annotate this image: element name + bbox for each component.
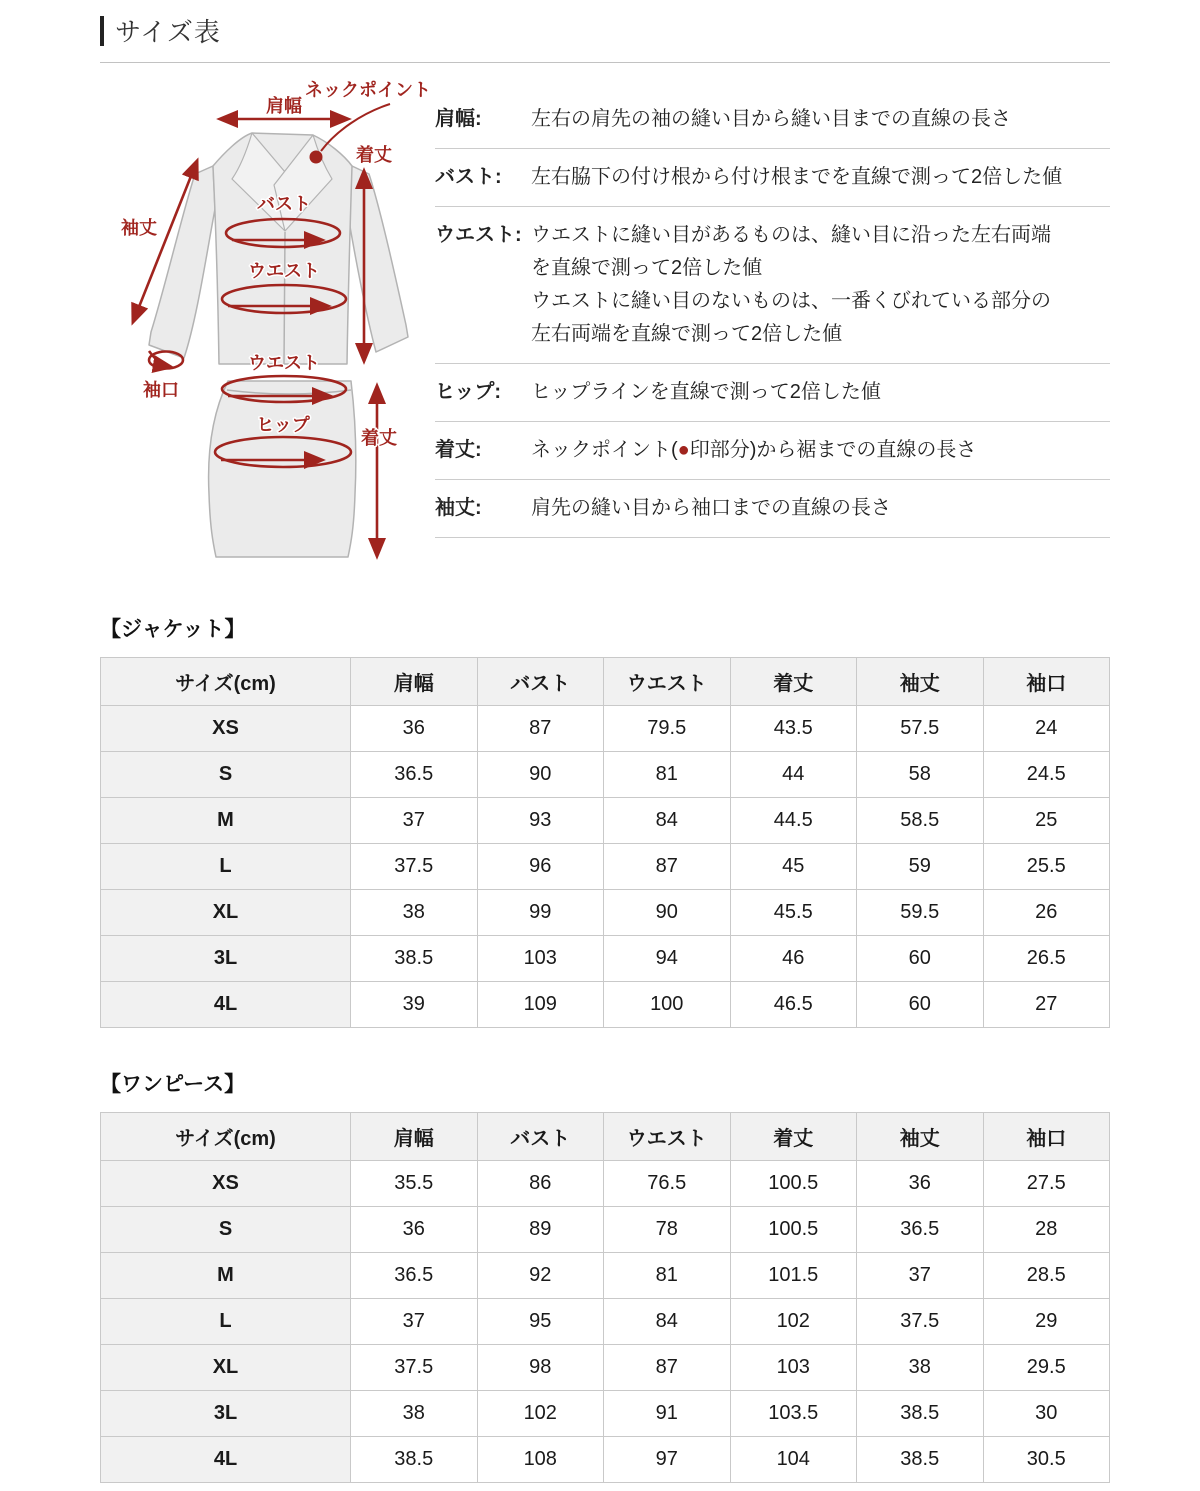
skirt-waist-label: ウエスト xyxy=(248,353,320,373)
size-cell: L xyxy=(101,844,351,890)
value-cell: 36.5 xyxy=(857,1207,984,1253)
value-cell: 44.5 xyxy=(730,798,857,844)
value-cell: 87 xyxy=(477,706,604,752)
table-row xyxy=(101,1391,1110,1437)
value-cell: 36.5 xyxy=(351,1253,478,1299)
definition-term: ヒップ: xyxy=(435,381,502,403)
value-cell: 78 xyxy=(604,1207,731,1253)
value-cell: 36 xyxy=(857,1161,984,1207)
definition-row-length xyxy=(435,422,1110,480)
size-cell: 3L xyxy=(101,1391,351,1437)
value-cell: 38 xyxy=(857,1345,984,1391)
value-cell: 76.5 xyxy=(604,1161,731,1207)
definitions-list xyxy=(435,91,1110,589)
shoulder-width-label: 肩幅 xyxy=(266,96,302,116)
value-cell: 89 xyxy=(477,1207,604,1253)
size-cell: L xyxy=(101,1299,351,1345)
value-cell: 86 xyxy=(477,1161,604,1207)
definition-term: ウエスト: xyxy=(435,224,522,246)
value-cell: 24 xyxy=(983,706,1110,752)
header-row xyxy=(101,658,1110,706)
value-cell: 58 xyxy=(857,752,984,798)
value-cell: 44 xyxy=(730,752,857,798)
col-header: サイズ(cm) xyxy=(101,1113,351,1161)
section-title: 【ジャケット】 xyxy=(100,618,246,641)
value-cell: 38.5 xyxy=(857,1437,984,1483)
table-row xyxy=(101,1161,1110,1207)
value-cell: 104 xyxy=(730,1437,857,1483)
measurement-diagram xyxy=(100,69,435,589)
value-cell: 25.5 xyxy=(983,844,1110,890)
value-cell: 102 xyxy=(730,1299,857,1345)
table-row xyxy=(101,752,1110,798)
definition-desc xyxy=(531,219,1110,351)
size-cell: 4L xyxy=(101,982,351,1028)
definition-desc xyxy=(531,376,1110,409)
value-cell: 59 xyxy=(857,844,984,890)
value-cell: 37 xyxy=(857,1253,984,1299)
col-header: バスト xyxy=(477,1113,604,1161)
definition-desc xyxy=(531,161,1110,194)
title-divider xyxy=(100,62,1110,63)
size-cell: XS xyxy=(101,1161,351,1207)
value-cell: 79.5 xyxy=(604,706,731,752)
col-header: 肩幅 xyxy=(351,1113,478,1161)
value-cell: 92 xyxy=(477,1253,604,1299)
definition-term: 着丈: xyxy=(435,439,482,461)
value-cell: 30.5 xyxy=(983,1437,1110,1483)
value-cell: 94 xyxy=(604,936,731,982)
value-cell: 99 xyxy=(477,890,604,936)
value-cell: 45 xyxy=(730,844,857,890)
size-cell: 3L xyxy=(101,936,351,982)
value-cell: 91 xyxy=(604,1391,731,1437)
value-cell: 103 xyxy=(477,936,604,982)
table-row xyxy=(101,1253,1110,1299)
col-header: 着丈 xyxy=(730,1113,857,1161)
value-cell: 90 xyxy=(477,752,604,798)
value-cell: 109 xyxy=(477,982,604,1028)
definition-line: を直線で測って2倍した値 xyxy=(531,257,763,279)
jacket-waist-label: ウエスト xyxy=(248,261,320,281)
definition-term: 肩幅: xyxy=(435,108,482,130)
definition-row-waist xyxy=(435,207,1110,364)
value-cell: 27.5 xyxy=(983,1161,1110,1207)
value-cell: 84 xyxy=(604,798,731,844)
definition-line: 左右両端を直線で測って2倍した値 xyxy=(531,323,843,345)
value-cell: 37.5 xyxy=(857,1299,984,1345)
value-cell: 36.5 xyxy=(351,752,478,798)
value-cell: 26.5 xyxy=(983,936,1110,982)
table-row xyxy=(101,1345,1110,1391)
neck-point-pointer-line xyxy=(321,104,390,151)
onepiece-size-table xyxy=(100,1112,1110,1483)
size-cell: XL xyxy=(101,1345,351,1391)
value-cell: 100 xyxy=(604,982,731,1028)
value-cell: 95 xyxy=(477,1299,604,1345)
value-cell: 37.5 xyxy=(351,1345,478,1391)
definition-line: 肩先の縫い目から袖口までの直線の長さ xyxy=(531,497,891,519)
definition-line: ウエストに縫い目のないものは、一番くびれている部分の xyxy=(531,290,1051,312)
jacket-shape xyxy=(149,133,408,364)
definition-term: バスト: xyxy=(435,166,502,188)
value-cell: 25 xyxy=(983,798,1110,844)
section-title: 【ワンピース】 xyxy=(100,1073,246,1096)
table-row xyxy=(101,844,1110,890)
value-cell: 102 xyxy=(477,1391,604,1437)
col-header: 着丈 xyxy=(730,658,857,706)
table-row xyxy=(101,936,1110,982)
value-cell: 58.5 xyxy=(857,798,984,844)
size-cell: M xyxy=(101,1253,351,1299)
value-cell: 24.5 xyxy=(983,752,1110,798)
skirt-shape xyxy=(209,381,356,557)
title-accent-bar xyxy=(100,16,104,46)
value-cell: 43.5 xyxy=(730,706,857,752)
definition-line: 左右の肩先の袖の縫い目から縫い目までの直線の長さ xyxy=(531,108,1011,130)
value-cell: 28.5 xyxy=(983,1253,1110,1299)
col-header: 袖丈 xyxy=(857,1113,984,1161)
value-cell: 46 xyxy=(730,936,857,982)
skirt-length-label: 着丈 xyxy=(361,428,397,448)
value-cell: 27 xyxy=(983,982,1110,1028)
size-cell: 4L xyxy=(101,1437,351,1483)
page-title: サイズ表 xyxy=(115,17,221,47)
table-row xyxy=(101,706,1110,752)
value-cell: 103 xyxy=(730,1345,857,1391)
definition-line xyxy=(531,434,1110,467)
size-cell: XL xyxy=(101,890,351,936)
table-section xyxy=(100,1068,1110,1483)
neck-point-dot xyxy=(310,151,323,164)
definition-row-shoulder xyxy=(435,91,1110,149)
table-body xyxy=(101,1161,1110,1483)
table-head xyxy=(101,658,1110,706)
jacket-size-table xyxy=(100,657,1110,1028)
definition-text-pre: ネックポイント( xyxy=(531,439,678,461)
col-header: バスト xyxy=(477,658,604,706)
definition-row-sleeve xyxy=(435,480,1110,538)
value-cell: 45.5 xyxy=(730,890,857,936)
value-cell: 90 xyxy=(604,890,731,936)
col-header: ウエスト xyxy=(604,1113,731,1161)
measurement-guide xyxy=(100,69,1110,589)
definition-row-hip xyxy=(435,364,1110,422)
size-tables xyxy=(100,613,1110,1483)
header-row xyxy=(101,1113,1110,1161)
value-cell: 87 xyxy=(604,844,731,890)
definition-text-post: 印部分)から裾までの直線の長さ xyxy=(689,439,977,461)
col-header: 袖口 xyxy=(983,1113,1110,1161)
value-cell: 37.5 xyxy=(351,844,478,890)
value-cell: 100.5 xyxy=(730,1207,857,1253)
col-header: 袖丈 xyxy=(857,658,984,706)
value-cell: 93 xyxy=(477,798,604,844)
value-cell: 26 xyxy=(983,890,1110,936)
definition-line: 左右脇下の付け根から付け根までを直線で測って2倍した値 xyxy=(531,166,1063,188)
size-cell: S xyxy=(101,752,351,798)
table-row xyxy=(101,982,1110,1028)
sleeve-length-label: 袖丈 xyxy=(121,218,157,238)
value-cell: 100.5 xyxy=(730,1161,857,1207)
value-cell: 38 xyxy=(351,1391,478,1437)
value-cell: 39 xyxy=(351,982,478,1028)
hip-label: ヒップ xyxy=(256,415,310,435)
size-cell: S xyxy=(101,1207,351,1253)
col-header: 肩幅 xyxy=(351,658,478,706)
neck-point-label: ネックポイント xyxy=(305,80,431,100)
value-cell: 59.5 xyxy=(857,890,984,936)
neck-point-dot-glyph: ● xyxy=(677,439,690,461)
value-cell: 96 xyxy=(477,844,604,890)
value-cell: 103.5 xyxy=(730,1391,857,1437)
definition-desc xyxy=(531,434,1110,467)
value-cell: 101.5 xyxy=(730,1253,857,1299)
value-cell: 36 xyxy=(351,706,478,752)
definition-desc xyxy=(531,103,1110,136)
value-cell: 98 xyxy=(477,1345,604,1391)
page-title-row xyxy=(100,12,1110,49)
value-cell: 38.5 xyxy=(351,1437,478,1483)
value-cell: 28 xyxy=(983,1207,1110,1253)
value-cell: 60 xyxy=(857,936,984,982)
value-cell: 87 xyxy=(604,1345,731,1391)
definition-row-bust xyxy=(435,149,1110,207)
value-cell: 60 xyxy=(857,982,984,1028)
table-row xyxy=(101,890,1110,936)
value-cell: 81 xyxy=(604,1253,731,1299)
garment-measurement-illustration xyxy=(100,69,435,584)
definition-line: ウエストに縫い目があるものは、縫い目に沿った左右両端 xyxy=(531,224,1051,246)
value-cell: 29 xyxy=(983,1299,1110,1345)
definition-line: ヒップラインを直線で測って2倍した値 xyxy=(531,381,881,403)
value-cell: 38 xyxy=(351,890,478,936)
table-row xyxy=(101,1207,1110,1253)
value-cell: 29.5 xyxy=(983,1345,1110,1391)
value-cell: 35.5 xyxy=(351,1161,478,1207)
size-cell: XS xyxy=(101,706,351,752)
table-row xyxy=(101,798,1110,844)
col-header: サイズ(cm) xyxy=(101,658,351,706)
col-header: 袖口 xyxy=(983,658,1110,706)
value-cell: 84 xyxy=(604,1299,731,1345)
table-head xyxy=(101,1113,1110,1161)
value-cell: 30 xyxy=(983,1391,1110,1437)
value-cell: 46.5 xyxy=(730,982,857,1028)
definition-desc xyxy=(531,492,1110,525)
value-cell: 37 xyxy=(351,1299,478,1345)
value-cell: 36 xyxy=(351,1207,478,1253)
jacket-length-label: 着丈 xyxy=(356,145,392,165)
definition-term: 袖丈: xyxy=(435,497,482,519)
value-cell: 38.5 xyxy=(351,936,478,982)
size-cell: M xyxy=(101,798,351,844)
cuff-label: 袖口 xyxy=(143,380,179,400)
table-section xyxy=(100,613,1110,1028)
value-cell: 37 xyxy=(351,798,478,844)
table-row xyxy=(101,1437,1110,1483)
value-cell: 57.5 xyxy=(857,706,984,752)
bust-label: バスト xyxy=(257,194,311,214)
table-body xyxy=(101,706,1110,1028)
col-header: ウエスト xyxy=(604,658,731,706)
value-cell: 38.5 xyxy=(857,1391,984,1437)
value-cell: 108 xyxy=(477,1437,604,1483)
table-row xyxy=(101,1299,1110,1345)
value-cell: 81 xyxy=(604,752,731,798)
value-cell: 97 xyxy=(604,1437,731,1483)
